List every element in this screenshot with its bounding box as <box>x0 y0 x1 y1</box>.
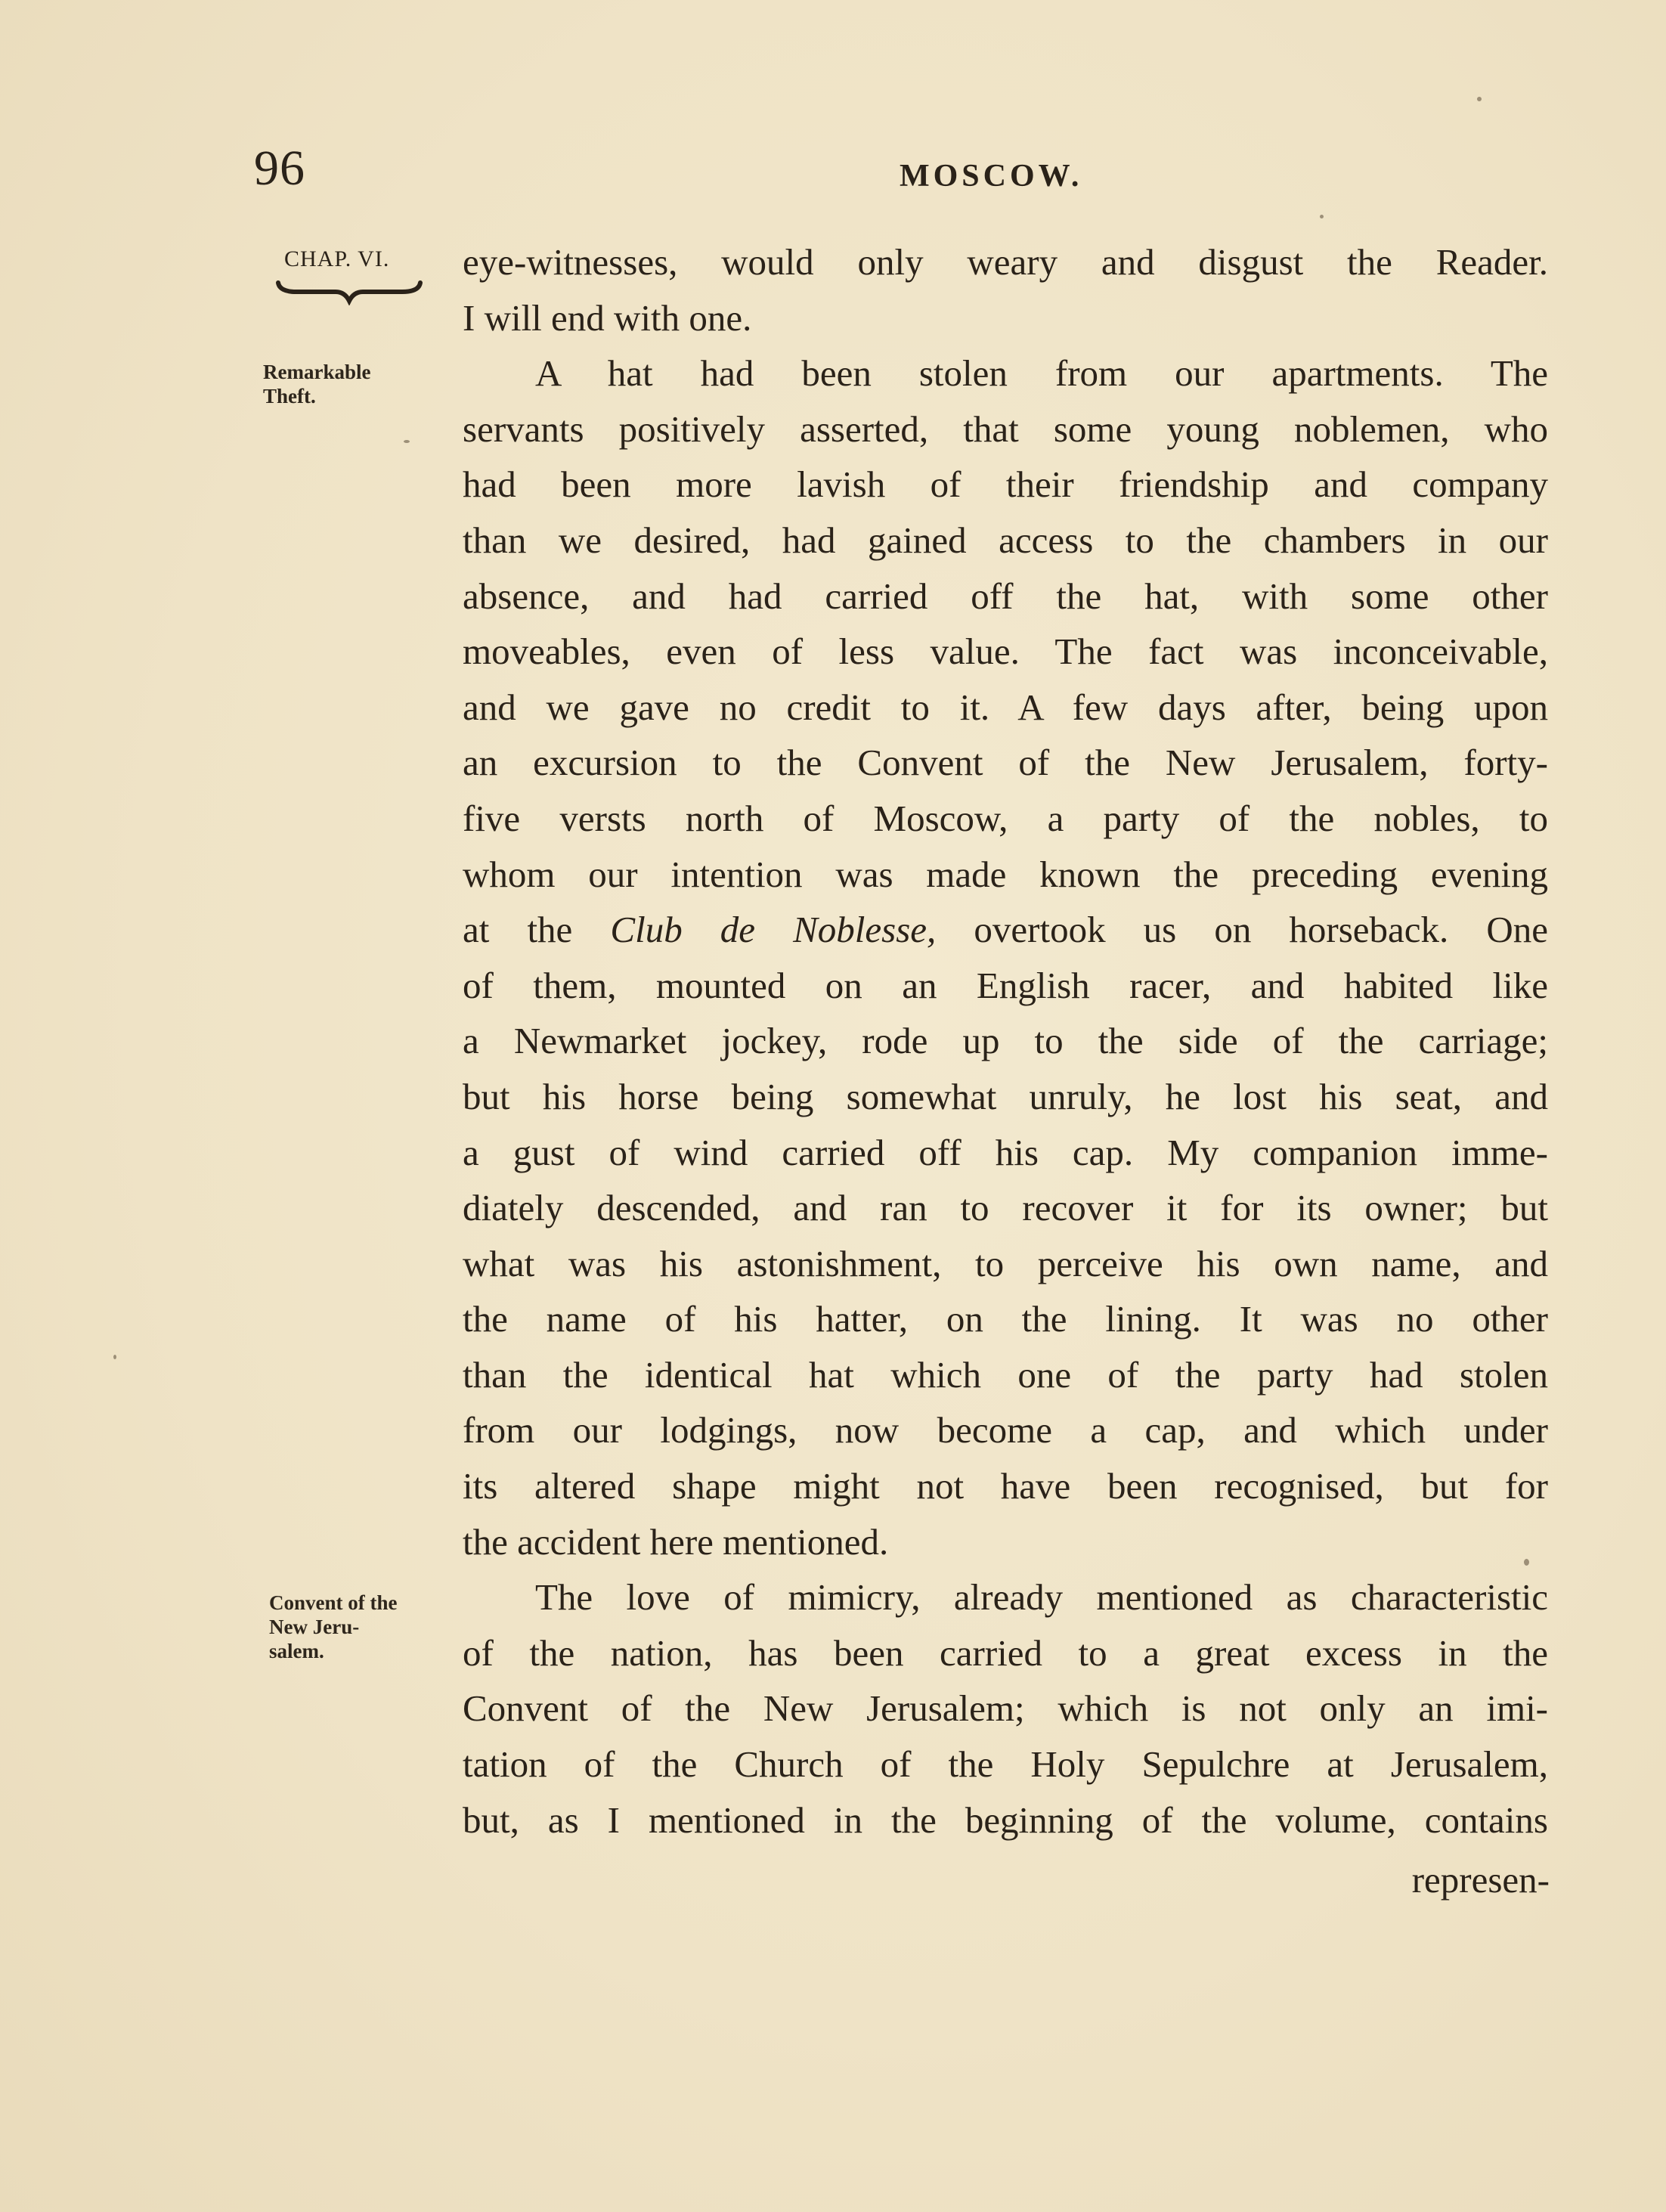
text-line: servants positively asserted, that some young noblemen, who <box>463 407 1548 450</box>
margin-note-remarkable-theft <box>263 360 444 408</box>
text-line: but, as I mentioned in the beginning of the volume, contains <box>463 1798 1548 1841</box>
margin-note-convent <box>269 1591 451 1663</box>
margin-note-line: New Jeru- <box>269 1616 360 1638</box>
chapter-brace-ornament <box>275 275 423 305</box>
chapter-marker <box>274 246 425 305</box>
text-line: a Newmarket jockey, rode up to the side of the carriage; <box>463 1020 1548 1062</box>
paper-speck <box>113 1355 116 1359</box>
margin-note-line: Theft. <box>263 385 316 407</box>
paper-speck <box>1477 97 1482 101</box>
text-line: moveables, even of less value. The fact was inconceivable, <box>463 630 1548 673</box>
text-line: than the identical hat which one of the party had stolen <box>463 1353 1548 1396</box>
paper-speck <box>1320 215 1324 218</box>
text-line: of the nation, has been carried to a great excess in the <box>463 1631 1548 1674</box>
catchword: represen- <box>1411 1859 1550 1901</box>
text-line-with-italic <box>463 902 1548 958</box>
text-line: Convent of the New Jerusalem; which is not only an imi- <box>463 1687 1548 1730</box>
text-line: and we gave no credit to it. A few days after, being upon <box>463 686 1548 728</box>
text-line: a gust of wind carried off his cap. My companion imme- <box>463 1131 1548 1173</box>
paper-speck <box>404 440 410 443</box>
page-number: 96 <box>254 141 305 196</box>
margin-note-line: Convent of the <box>269 1591 398 1614</box>
text-line: an excursion to the Convent of the New Jerusalem, forty- <box>463 742 1548 784</box>
text-line: five versts north of Moscow, a party of the nobles, to <box>463 797 1548 839</box>
text-segment: at the <box>463 909 611 951</box>
text-line: A hat had been stolen from our apartments. The <box>535 352 1548 395</box>
text-line: its altered shape might not have been recognised, but for <box>463 1465 1548 1507</box>
body-text <box>463 234 1548 1848</box>
paper-speck <box>1524 1559 1529 1566</box>
running-title: MOSCOW. <box>900 159 1083 194</box>
text-line: the name of his hatter, on the lining. It was no other <box>463 1298 1548 1340</box>
chapter-label: CHAP. VI. <box>284 246 390 271</box>
text-line: The love of mimicry, already mentioned as characteristic <box>535 1576 1548 1619</box>
italic-club-name: Club de Noblesse, <box>610 909 937 951</box>
text-line: from our lodgings, now become a cap, and which under <box>463 1409 1548 1451</box>
margin-note-line: Remarkable <box>263 361 371 383</box>
text-line: had been more lavish of their friendship and company <box>463 463 1548 506</box>
text-segment: overtook us on horseback. One <box>974 909 1549 951</box>
text-line: absence, and had carried off the hat, with some other <box>463 575 1548 617</box>
text-line: eye-witnesses, would only weary and disgust the Reader. <box>463 241 1548 283</box>
margin-note-line: salem. <box>269 1640 324 1662</box>
text-line: diately descended, and ran to recover it for its owner; but <box>463 1187 1548 1229</box>
text-line: of them, mounted on an English racer, and habited like <box>463 964 1548 1006</box>
text-line: what was his astonishment, to perceive his own name, and <box>463 1242 1548 1284</box>
text-line: the accident here mentioned. <box>463 1520 889 1563</box>
text-line: I will end with one. <box>463 296 752 339</box>
text-line: tation of the Church of the Holy Sepulchre at Jerusalem, <box>463 1743 1548 1786</box>
text-line: than we desired, had gained access to the chambers in our <box>463 519 1548 561</box>
text-line: but his horse being somewhat unruly, he lost his seat, and <box>463 1075 1548 1117</box>
text-line: whom our intention was made known the preceding evening <box>463 853 1548 895</box>
